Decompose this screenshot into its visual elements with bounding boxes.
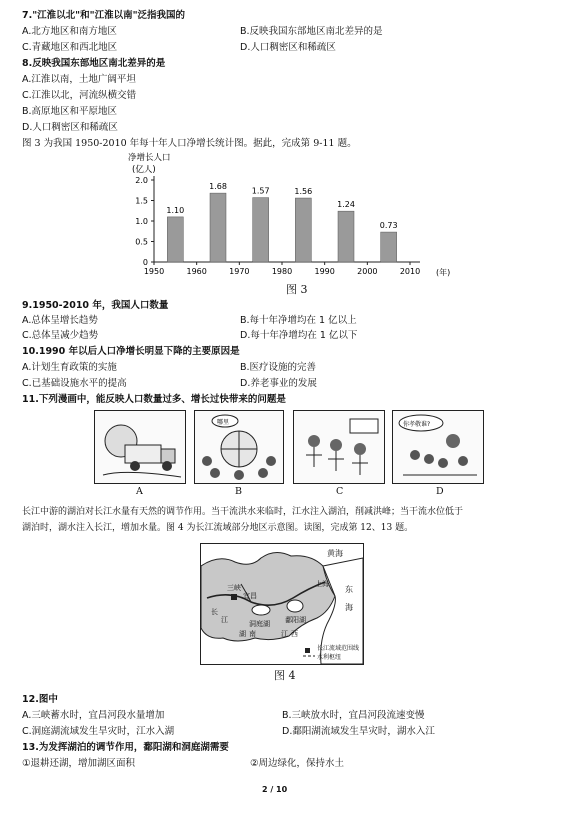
q9-option-d: D.每十年净增均在 1 亿以下 [240,330,358,341]
chart-bar [210,193,226,262]
q13-stem: 13.为发挥湖泊的调节作用，鄱阳湖和洞庭湖需要 [22,742,229,753]
cartoon-d [392,410,484,484]
crowded-globe-illustration [195,411,283,483]
map-label-east-sea-2: 海 [345,603,353,612]
q8-option-b: B.高原地区和平原地区 [22,106,118,117]
q13-option-2: ②周边绿化，保持水土 [250,758,345,769]
map-label-xi: 西 [291,630,298,638]
chart-bar-label: 1.68 [209,182,227,192]
chart-x-tick-label: 1990 [314,267,335,276]
q7-option-d: D.人口稠密区和稀疏区 [240,42,336,53]
chart-bar-label: 1.57 [251,186,270,196]
q12-option-d: D.鄱阳湖流域发生旱灾时，湖水入江 [282,726,435,737]
cartoon-b [194,410,284,484]
chart-bar [253,198,269,262]
map-label-poyang: 鄱阳湖 [285,616,306,624]
chart-y-tick-label: 1.0 [135,217,148,226]
q7-option-c: C.青藏地区和西北地区 [22,42,118,53]
cartoon-a [94,410,186,484]
passage-line1: 长江中游的湖泊对长江水量有天然的调节作用。当干流洪水来临时，江水注入湖泊，削减洪峰；当干流水位低于 [22,507,464,517]
q12-option-b: B.三峡放水时，宜昌河段流速变慢 [282,710,425,721]
q10-option-b: B.医疗设施的完善 [240,362,317,373]
chart-bar-label: 1.56 [294,187,313,197]
chart-bar [381,232,397,262]
figure4-map [200,543,364,665]
chart-x-tick-label: 1970 [229,267,250,276]
chart-ylabel-line2: (亿人) [132,165,156,175]
map-label-shanghai: 上海 [315,580,329,588]
passage-line2: 湖泊时，湖水注入长江，增加水量。图 4 为长江流域部分地区示意图。读图，完成第 12、13 题。 [22,523,414,533]
elderly-care-illustration [393,411,483,483]
q7-stem: 7."江淮以北"和"江淮以南"泛指我国的 [22,10,186,21]
truck-cartoon-illustration [95,411,185,483]
map-label-east-sea-1: 东 [345,585,353,594]
map-legend-hub: 水利枢纽 [317,654,342,661]
chart-bar [338,211,354,262]
people-queue-illustration [294,411,384,483]
q8-option-d: D.人口稠密区和稀疏区 [22,122,118,133]
chart-y-tick-label: 0 [142,258,148,267]
map-label-nan: 南 [249,630,256,638]
q10-option-c: C.已基础设施水平的提高 [22,378,127,389]
chart-ylabel-line1: 净增长人口 [128,153,171,163]
q13-option-1: ①退耕还湖，增加湖区面积 [22,758,136,769]
chart-x-tick-label: 1980 [271,267,293,276]
map-label-jiang2: 江 [281,630,288,638]
figure3-caption: 图 3 [286,283,308,296]
q11-stem: 11.下列漫画中，能反映人口数量过多、增长过快带来的问题是 [22,394,286,405]
q8-option-a: A.江淮以南，土地广阔平坦 [22,74,136,85]
q12-option-c: C.洞庭湖流域发生旱灾时，江水入湖 [22,726,175,737]
chart-y-tick-label: 0.5 [135,237,148,247]
q8-stem: 8.反映我国东部地区南北差异的是 [22,58,166,69]
map-label-jiang: 江 [221,616,228,624]
q7-option-a: A.北方地区和南方地区 [22,26,117,37]
chart-x-tick-label: 1950 [143,267,165,276]
q9-option-b: B.每十年净增均在 1 亿以上 [240,315,357,326]
cartoon-b-bubble: 哪里 [217,419,230,426]
q9-option-c: C.总体呈减少趋势 [22,330,99,341]
chart-bar-label: 1.10 [166,205,185,215]
map-label-dongting: 洞庭湖 [249,620,270,628]
chart-bar-label: 0.73 [379,221,398,231]
chart-y-tick-label: 1.5 [135,196,148,206]
page-number: 2 / 10 [262,785,288,794]
chart-x-tick-label: 1960 [186,267,207,276]
map-label-chang: 长 [211,608,218,616]
q7-option-b: B.反映我国东部地区南北差异的是 [240,26,383,37]
chart-y-tick-label: 2.0 [135,176,148,185]
q12-stem: 12.图中 [22,694,58,705]
cartoon-b-label: B [235,486,242,497]
map-legend-boundary: 长江流域范围线 [317,645,360,652]
map-label-sanxia: 三峡 [227,584,241,592]
cartoon-c-label: C [336,486,344,497]
cartoon-a-label: A [136,486,143,497]
map-label-yichang: 宜昌 [243,592,257,600]
sanxia-dam-marker [231,594,237,600]
q9-stem: 9.1950-2010 年，我国人口数量 [22,300,169,311]
chart-x-tick-label: 2010 [399,267,421,276]
cartoon-d-bubble: 你孝敬谁? [403,421,431,428]
chart-bar [295,198,311,262]
q10-option-d: D.养老事业的发展 [240,378,317,389]
chart-bar-label: 1.24 [337,200,355,210]
q8-option-c: C.江淮以北，河流纵横交错 [22,90,137,101]
cartoon-c [293,410,385,484]
figure4-caption: 图 4 [274,669,296,682]
dongting-lake [252,605,270,615]
q12-option-a: A.三峡蓄水时，宜昌河段水量增加 [22,710,165,721]
q10-option-a: A.计划生育政策的实施 [22,362,117,373]
chart-x-tick-label: 2000 [357,267,378,276]
population-growth-chart [110,150,470,282]
chart-xlabel: (年) [436,268,451,277]
figure3-intro: 图 3 为我国 1950-2010 年每十年人口净增长统计图。据此，完成第 9-11 题。 [22,138,357,149]
chart-bar [167,217,183,262]
map-label-hu: 湖 [239,630,246,638]
q10-stem: 10.1990 年以后人口净增长明显下降的主要原因是 [22,346,240,357]
q9-option-a: A.总体呈增长趋势 [22,315,98,326]
cartoon-d-label: D [436,486,444,497]
poyang-lake [287,600,303,612]
map-label-yellow-sea: 黄海 [327,549,343,558]
